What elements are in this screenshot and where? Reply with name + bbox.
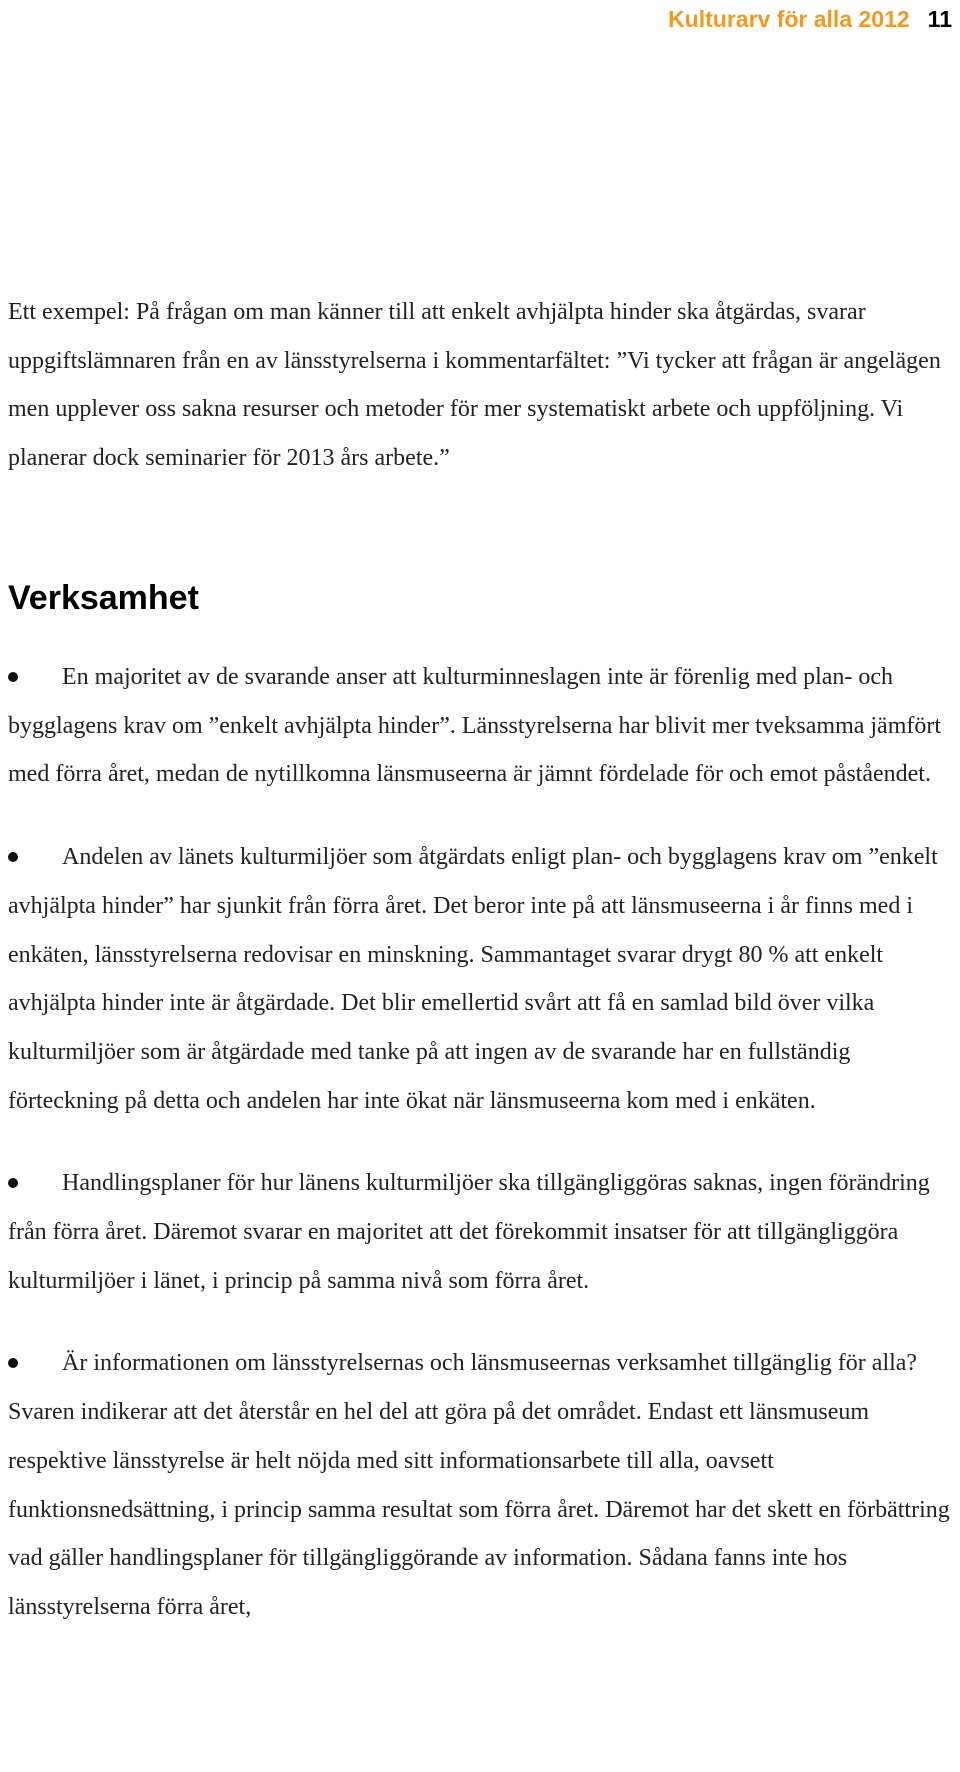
bullet-list	[8, 653, 952, 1632]
bullet-icon	[8, 1358, 18, 1368]
intro-paragraph: Ett exempel: På frågan om man känner till att enkelt avhjälpta hinder ska åtgärdas, svarar uppgiftslämnaren från en av länsstyrelserna i kommentarfältet: ”Vi tycker att frågan är angelägen men upplever oss sakna resurser och metoder för mer systematiskt arbete och uppföljning. Vi planerar dock seminarier för 2013 års arbete.”	[8, 299, 941, 471]
bullet-icon	[8, 672, 18, 682]
intro-section	[8, 288, 952, 482]
bullet-text: Handlingsplaner för hur länens kulturmiljöer ska tillgängliggöras saknas, ingen förändring från förra året. Däremot svarar en majoritet att det förekommit insatser för att tillgängliggöra kulturmiljöer i länet, i princip på samma nivå som förra året.	[8, 1170, 930, 1294]
bullet-icon	[8, 1178, 18, 1188]
bullet-item	[8, 1159, 952, 1305]
bullet-item	[8, 833, 952, 1125]
document-title: Kulturarv för alla 2012	[668, 6, 910, 32]
bullet-icon	[8, 852, 18, 862]
running-header	[668, 4, 952, 34]
section-heading: Verksamhet	[8, 579, 199, 617]
bullet-text: Andelen av länets kulturmiljöer som åtgärdats enligt plan- och bygglagens krav om ”enkelt avhjälpta hinder” har sjunkit från förra året. Det beror inte på att länsmuseerna i år finns med i enkäten, länsstyrelserna redovisar en minskning. Sammantaget svarar drygt 80 % att enkelt avhjälpta hinder inte är åtgärdade. Det blir emellertid svårt att få en samlad bild över vilka kulturmiljöer som är åtgärdade med tanke på att ingen av de svarande har en fullständig förteckning på detta och andelen har inte ökat när länsmuseerna kom med i enkäten.	[8, 844, 938, 1114]
bullet-text: En majoritet av de svarande anser att kulturminneslagen inte är förenlig med plan- och bygglagens krav om ”enkelt avhjälpta hinder”. Länsstyrelserna har blivit mer tveksamma jämfört med förra året, medan de nytillkomna länsmuseerna är jämnt fördelade för och emot påståendet.	[8, 664, 942, 788]
bullet-text: Är informationen om länsstyrelsernas och länsmuseernas verksamhet tillgänglig för alla? Svaren indikerar att det återstår en hel del att göra på det området. Endast ett länsmuseum respektive länsstyrelse är helt nöjda med sitt informationsarbete till alla, oavsett funktionsnedsättning, i princip samma resultat som förra året. Däremot har det skett en förbättring vad gäller handlingsplaner för tillgängliggörande av information. Sådana fanns inte hos länsstyrelserna förra året,	[8, 1350, 950, 1620]
page-number: 11	[927, 6, 952, 32]
bullet-item	[8, 653, 952, 799]
bullet-item	[8, 1339, 952, 1631]
